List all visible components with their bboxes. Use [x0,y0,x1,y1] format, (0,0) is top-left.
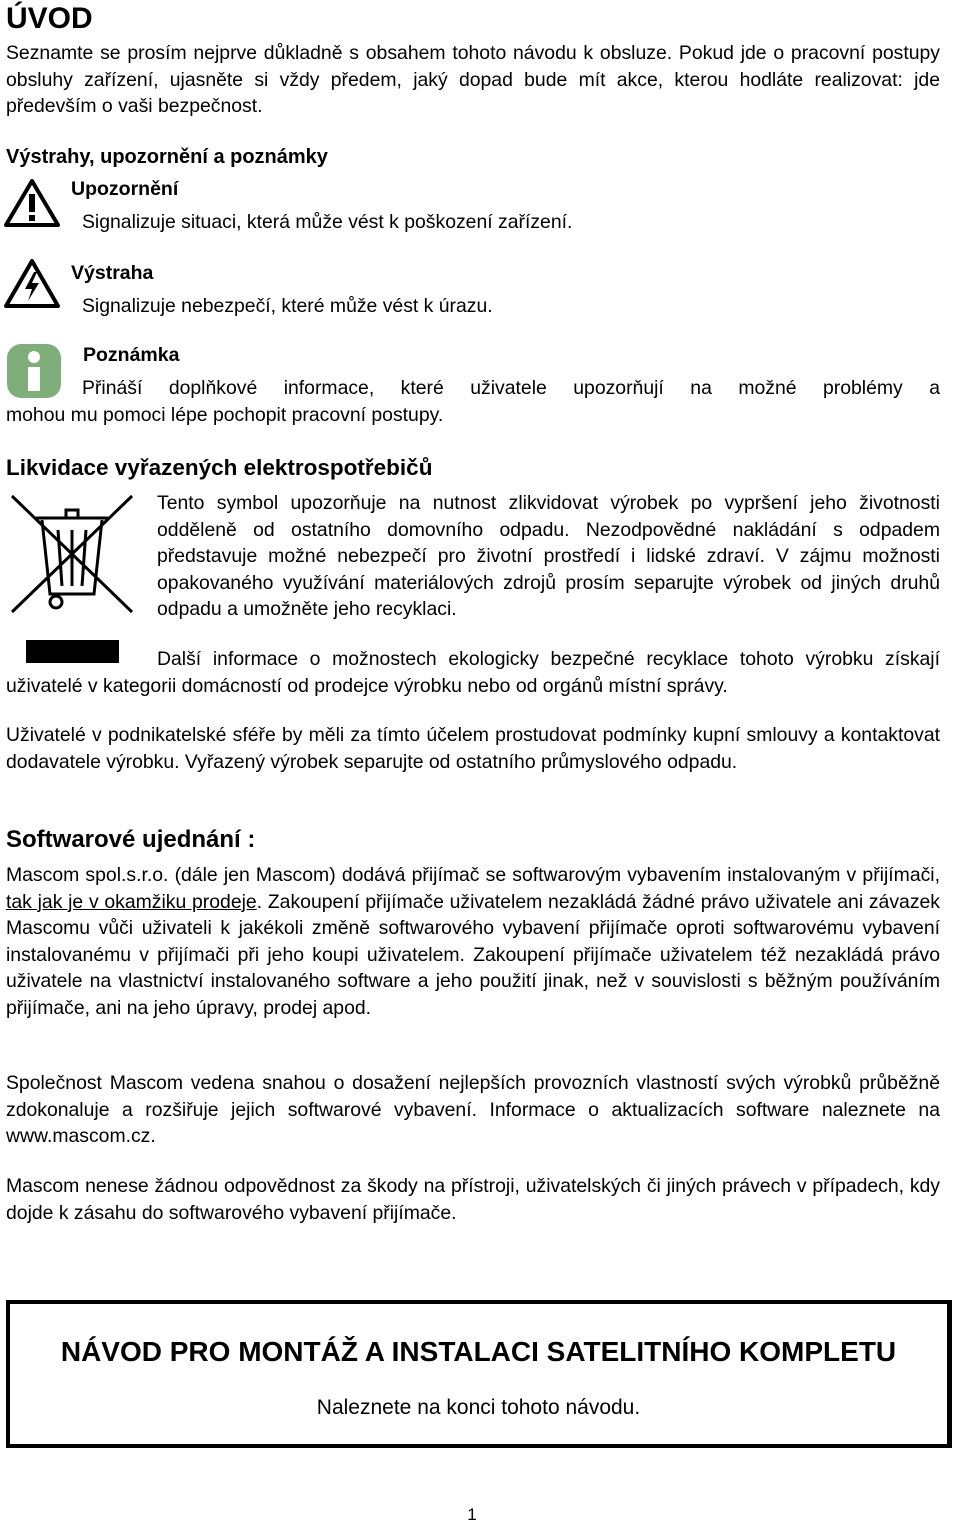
disposal-text: Tento symbol upozorňuje na nutnost zlikvidovat výrobek po vypršení jeho životnosti odděleně od ostatního domovního odpadu. Nezodpovědné nakládání s odpadem představuje možné nebezpečí pro životní prostředí i lidské zdraví. V zájmu možnosti opakovaného využívání materiálových zdrojů prosím separujte výrobek od jiných druhů odpadu a umožněte jeho recyklaci. [157,492,940,620]
warning-title: Výstraha [71,262,154,284]
crossed-bin-icon [6,490,138,618]
software-heading: Softwarové ujednání : [6,826,256,853]
note-text-line1: Přináší doplňkové informace, které uživatele upozorňují na možné problémy a [82,377,940,399]
page-title: ÚVOD [6,2,93,35]
software-p1-underlined: tak jak je v okamžiku prodeje [6,890,257,913]
electric-hazard-icon [3,258,61,310]
caution-text: Signalizuje situaci, která může vést k poškození zařízení. [82,211,573,233]
software-paragraph-3: Mascom nenese žádnou odpovědnost za škody na přístroji, uživatelských či jiných právech v případech, kdy dojde k zásahu do softwarového vybavení přijímače. [6,1175,940,1224]
disposal-more-info: Další informace o možnostech ekologicky bezpečné recyklace tohoto výrobku získají uživatelé v kategorii domácností od prodejce výrobku nebo od orgánů místní správy. [6,648,940,697]
note-text-line2: mohou mu pomoci lépe pochopit pracovní postupy. [6,404,444,426]
installation-box [6,1300,952,1448]
notices-heading: Výstrahy, upozornění a poznámky [6,146,328,168]
software-p1-start: Mascom spol.s.r.o. (dále jen Mascom) dodává přijímač se softwarovým vybavením instalovaným v přijímači, [6,864,940,886]
note-title: Poznámka [83,344,180,366]
caution-triangle-icon [3,178,61,228]
installation-box-subtitle: Naleznete na konci tohoto návodu. [316,1396,641,1419]
caution-title: Upozornění [71,178,179,200]
disposal-heading: Likvidace vyřazených elektrospotřebičů [6,455,433,480]
disposal-business: Uživatelé v podnikatelské sféře by měli za tímto účelem prostudovat podmínky kupní smlouvy a kontaktovat dodavatele výrobku. Vyřazený výrobek separujte od ostatního průmyslového odpadu. [6,724,940,773]
software-paragraph-2: Společnost Mascom vedena snahou o dosažení nejlepších provozních vlastností svých výrobků průběžně zdokonaluje a rozšiřuje jejich softwarové vybavení. Informace o aktualizacích software naleznete na www.mascom.cz. [6,1072,940,1147]
page-number: 1 [467,1505,477,1524]
installation-box-title: NÁVOD PRO MONTÁŽ A INSTALACI SATELITNÍHO KOMPLETU [60,1336,897,1367]
software-p1-end: . Zakoupení přijímače uživatelem nezakládá žádné právo uživatele ani závazek Mascomu vůči uživateli k jakékoli změně softwarového vybavení přijímače oproti softwarovému vybavení instalovanému v přijímači při jeho koupi uživatelem. Zakoupení přijímače uživatelem též nezakládá právo uživatele na vlastnictví instalovaného software a jeho použití jinak, než v souvislosti s běžným používáním přijímače, ani na jeho úpravy, prodej apod. [6,890,940,1019]
info-icon [5,342,63,400]
software-paragraph-1 [6,862,940,1021]
warning-text: Signalizuje nebezpečí, které může vést k úrazu. [82,295,493,317]
intro-paragraph: Seznamte se prosím nejprve důkladně s obsahem tohoto návodu k obsluze. Pokud jde o pracovní postupy obsluhy zařízení, ujasněte si vždy předem, jaký dopad bude mít akce, kterou hodláte realizovat: jde především o vaši bezpečnost. [6,42,940,117]
